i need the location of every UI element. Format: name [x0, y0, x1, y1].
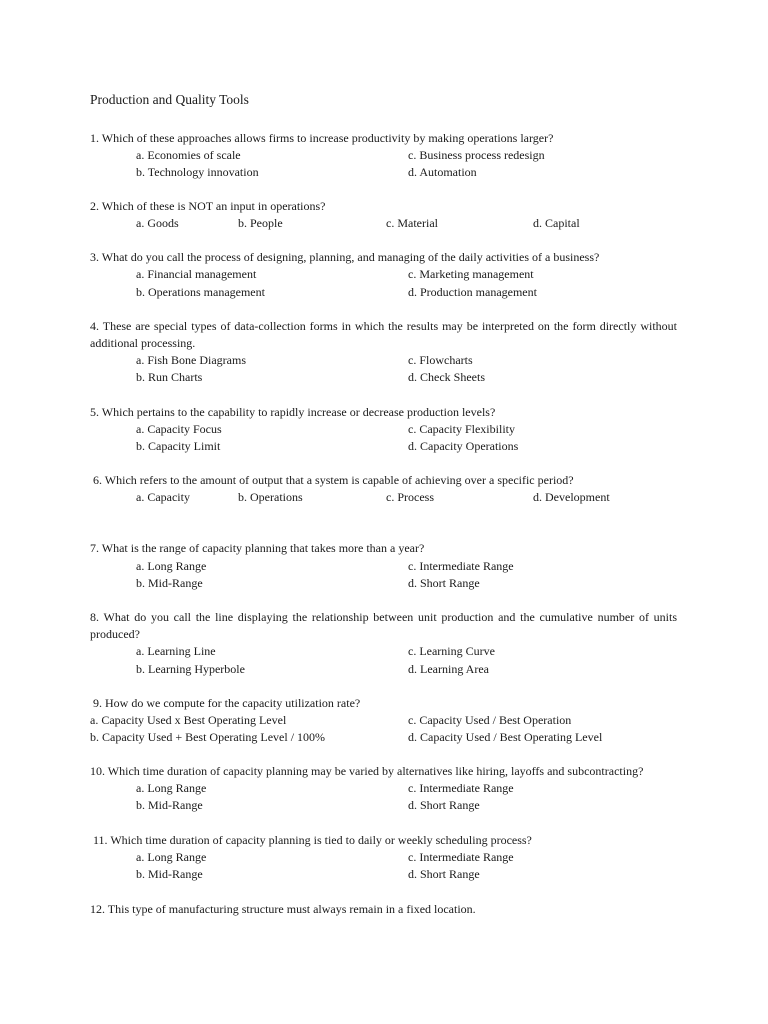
option-2d: d. Capital — [533, 216, 580, 230]
option-6c: c. Process — [386, 490, 434, 504]
option-11a: a. Long Range — [136, 850, 207, 864]
question-7: 7. What is the range of capacity planning that takes more than a year? — [90, 541, 425, 555]
option-4d: d. Check Sheets — [408, 370, 485, 384]
option-1b: b. Technology innovation — [136, 165, 259, 179]
option-2b: b. People — [238, 216, 283, 230]
question-6: 6. Which refers to the amount of output that a system is capable of achieving over a specific period? — [93, 473, 574, 487]
option-3c: c. Marketing management — [408, 267, 534, 281]
option-5a: a. Capacity Focus — [136, 422, 222, 436]
option-1a: a. Economies of scale — [136, 148, 241, 162]
question-9: 9. How do we compute for the capacity utilization rate? — [93, 696, 361, 710]
option-1d: d. Automation — [408, 165, 477, 179]
question-2: 2. Which of these is NOT an input in operations? — [90, 199, 326, 213]
question-10: 10. Which time duration of capacity planning may be varied by alternatives like hiring, layoffs and subcontracting? — [90, 764, 644, 778]
option-5d: d. Capacity Operations — [408, 439, 519, 453]
question-5: 5. Which pertains to the capability to rapidly increase or decrease production levels? — [90, 405, 496, 419]
option-2a: a. Goods — [136, 216, 179, 230]
question-12: 12. This type of manufacturing structure must always remain in a fixed location. — [90, 902, 476, 916]
option-9a: a. Capacity Used x Best Operating Level — [90, 713, 287, 727]
option-9d: d. Capacity Used / Best Operating Level — [408, 730, 603, 744]
question-3: 3. What do you call the process of designing, planning, and managing of the daily activities of a business? — [90, 250, 600, 264]
question-8: 8. What do you call the line displaying the relationship between unit production and the cumulative number of units produced? — [90, 610, 677, 641]
option-6a: a. Capacity — [136, 490, 190, 504]
question-11: 11. Which time duration of capacity planning is tied to daily or weekly scheduling process? — [93, 833, 532, 847]
option-7c: c. Intermediate Range — [408, 559, 514, 573]
option-3d: d. Production management — [408, 285, 537, 299]
option-10b: b. Mid-Range — [136, 798, 203, 812]
option-8c: c. Learning Curve — [408, 644, 495, 658]
option-6d: d. Development — [533, 490, 610, 504]
option-4c: c. Flowcharts — [408, 353, 473, 367]
option-7a: a. Long Range — [136, 559, 207, 573]
question-4: 4. These are special types of data-collection forms in which the results may be interpreted on the form directly without additional processing. — [90, 319, 677, 350]
option-6b: b. Operations — [238, 490, 303, 504]
option-10c: c. Intermediate Range — [408, 781, 514, 795]
option-11d: d. Short Range — [408, 867, 480, 881]
page-title: Production and Quality Tools — [90, 92, 249, 107]
option-11c: c. Intermediate Range — [408, 850, 514, 864]
option-3b: b. Operations management — [136, 285, 265, 299]
option-3a: a. Financial management — [136, 267, 257, 281]
option-4b: b. Run Charts — [136, 370, 203, 384]
option-5c: c. Capacity Flexibility — [408, 422, 515, 436]
question-1: 1. Which of these approaches allows firms to increase productivity by making operations larger? — [90, 131, 554, 145]
option-8a: a. Learning Line — [136, 644, 216, 658]
option-10a: a. Long Range — [136, 781, 207, 795]
option-1c: c. Business process redesign — [408, 148, 545, 162]
option-8d: d. Learning Area — [408, 662, 489, 676]
option-8b: b. Learning Hyperbole — [136, 662, 245, 676]
option-7b: b. Mid-Range — [136, 576, 203, 590]
option-4a: a. Fish Bone Diagrams — [136, 353, 246, 367]
option-5b: b. Capacity Limit — [136, 439, 221, 453]
option-2c: c. Material — [386, 216, 438, 230]
option-10d: d. Short Range — [408, 798, 480, 812]
option-7d: d. Short Range — [408, 576, 480, 590]
option-9c: c. Capacity Used / Best Operation — [408, 713, 572, 727]
option-9b: b. Capacity Used + Best Operating Level / 100% — [90, 730, 326, 744]
option-11b: b. Mid-Range — [136, 867, 203, 881]
